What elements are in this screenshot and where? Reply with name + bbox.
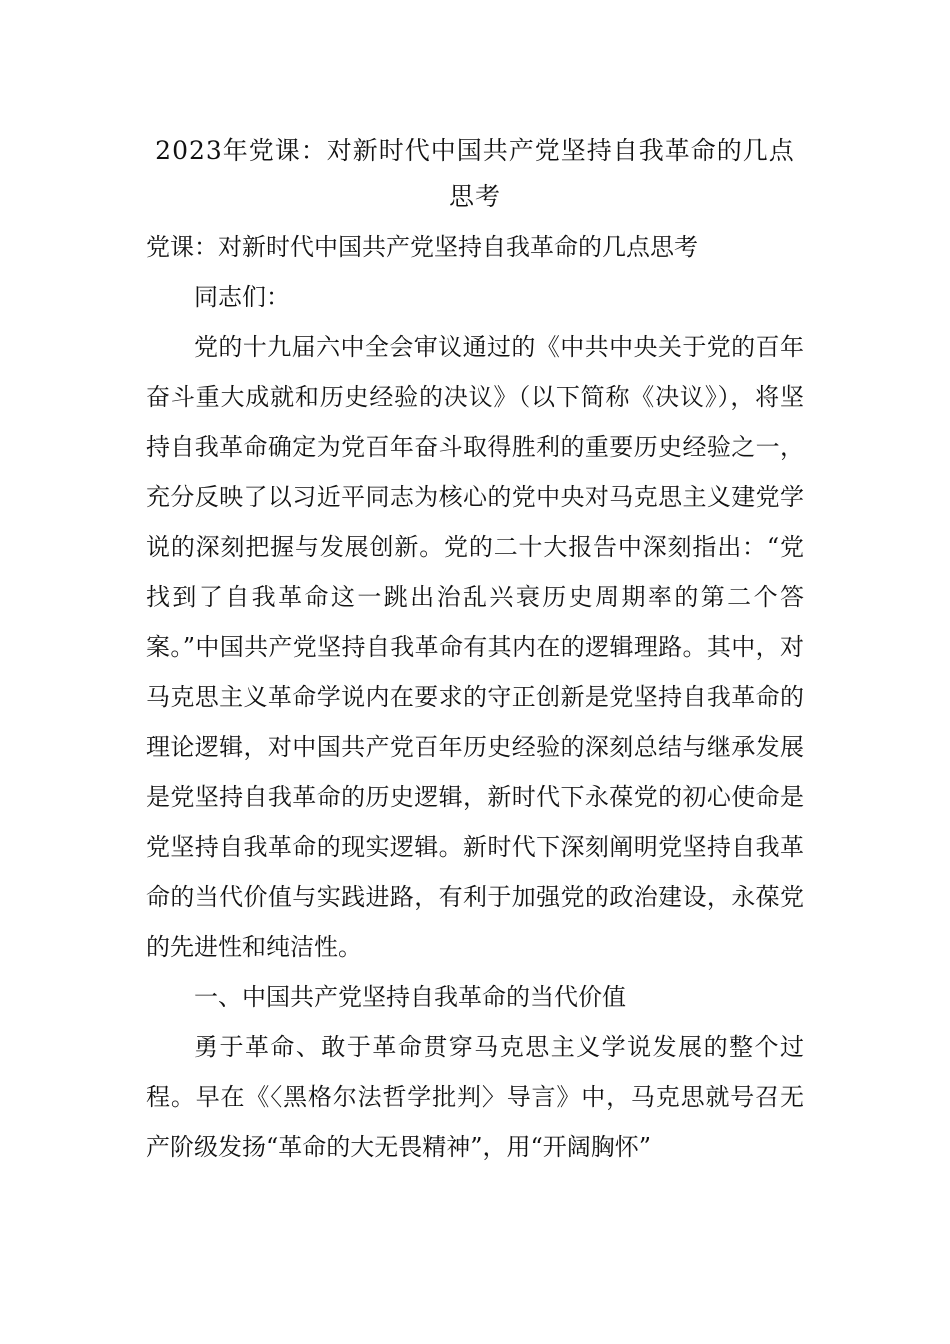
- section-paragraph: 勇于革命、敢于革命贯穿马克思主义学说发展的整个过程。早在《〈黑格尔法哲学批判〉导言》中，马克思就号召无产阶级发扬“革命的大无畏精神”，用“开阔胸怀”: [146, 1033, 804, 1161]
- document-title: 2023年党课：对新时代中国共产党坚持自我革命的几点思考: [155, 136, 795, 211]
- greeting-text: 同志们：: [194, 283, 290, 311]
- body-paragraph: 党的十九届六中全会审议通过的《中共中央关于党的百年奋斗重大成就和历史经验的决议》（以下简称《决议》），将坚持自我革命确定为党百年奋斗取得胜利的重要历史经验之一，充分反映了以习近平同志为核心的党中央对马克思主义建党学说的深刻把握与发展创新。党的二十大报告中深刻指出：“党找到了自我革命这一跳出治乱兴衰历史周期率的第二个答案。”中国共产党坚持自我革命有其内在的逻辑理路。其中，对马克思主义革命学说内在要求的守正创新是党坚持自我革命的理论逻辑，对中国共产党百年历史经验的深刻总结与继承发展是党坚持自我革命的历史逻辑，新时代下永葆党的初心使命是党坚持自我革命的现实逻辑。新时代下深刻阐明党坚持自我革命的当代价值与实践进路，有利于加强党的政治建设，永葆党的先进性和纯洁性。: [146, 333, 804, 961]
- document-subtitle: 党课：对新时代中国共产党坚持自我革命的几点思考: [146, 233, 698, 261]
- section-heading: 一、中国共产党坚持自我革命的当代价值: [194, 983, 626, 1011]
- document-body: [146, 128, 804, 1172]
